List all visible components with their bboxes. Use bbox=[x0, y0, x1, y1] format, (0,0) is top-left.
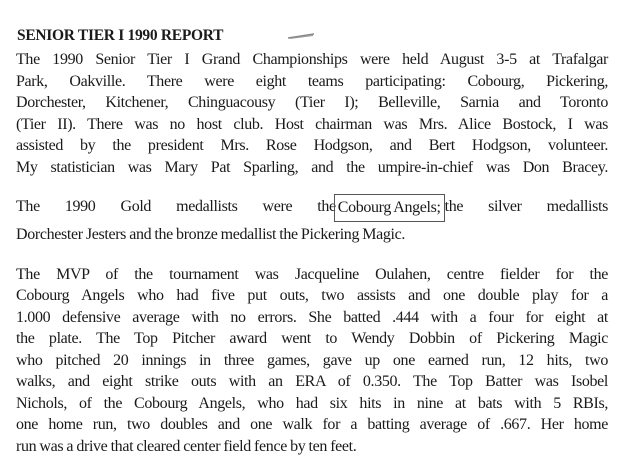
text-line: who pitched 20 innings in three games, gave up one earned run, 12 hits, two bbox=[16, 350, 608, 372]
paragraph-championship-info bbox=[16, 49, 608, 178]
text-line: Cobourg Angels who had five put outs, two assists and one double play for a bbox=[16, 285, 608, 307]
text-line: 1.000 defensive average with no errors. She batted .444 with a four for eight at bbox=[16, 307, 608, 329]
document-page bbox=[16, 26, 608, 457]
text-line: (Tier II). There was no host club. Host chairman was Mrs. Alice Bostock, I was bbox=[16, 114, 608, 136]
text-line: the plate. The Top Pitcher award went to Wendy Dobbin of Pickering Magic bbox=[16, 328, 608, 350]
pen-mark-icon bbox=[287, 33, 315, 39]
medallists-text-after: the silver medallists bbox=[445, 198, 608, 215]
text-line: Dorchester, Kitchener, Chinguacousy (Tier I); Belleville, Sarnia and Toronto bbox=[16, 92, 608, 114]
report-title bbox=[17, 26, 608, 46]
paragraph-medallists bbox=[16, 196, 608, 246]
paragraph-awards bbox=[16, 264, 608, 457]
medallists-text-before: The 1990 Gold medallists were the bbox=[16, 198, 336, 215]
boxed-team-name: Cobourg Angels; bbox=[334, 194, 445, 222]
text-line: Park, Oakville. There were eight teams participating: Cobourg, Pickering, bbox=[16, 71, 608, 93]
text-line bbox=[16, 196, 608, 224]
text-line: Dorchester Jesters and the bronze medallist the Pickering Magic. bbox=[16, 224, 608, 246]
text-line: assisted by the president Mrs. Rose Hodgson, and Bert Hodgson, volunteer. bbox=[16, 135, 608, 157]
text-line: Nichols, of the Cobourg Angels, who had six hits in nine at bats with 5 RBIs, bbox=[16, 393, 608, 415]
text-line: The 1990 Senior Tier I Grand Championships were held August 3-5 at Trafalgar bbox=[16, 49, 608, 71]
text-line: run was a drive that cleared center field fence by ten feet. bbox=[16, 436, 608, 457]
text-line: The MVP of the tournament was Jacqueline Oulahen, centre fielder for the bbox=[16, 264, 608, 286]
text-line: one home run, two doubles and one walk for a batting average of .667. Her home bbox=[16, 414, 608, 436]
text-line: My statistician was Mary Pat Sparling, and the umpire-in-chief was Don Bracey. bbox=[16, 157, 608, 179]
report-title-text: SENIOR TIER I 1990 REPORT bbox=[17, 27, 223, 44]
text-line: walks, and eight strike outs with an ERA of 0.350. The Top Batter was Isobel bbox=[16, 371, 608, 393]
